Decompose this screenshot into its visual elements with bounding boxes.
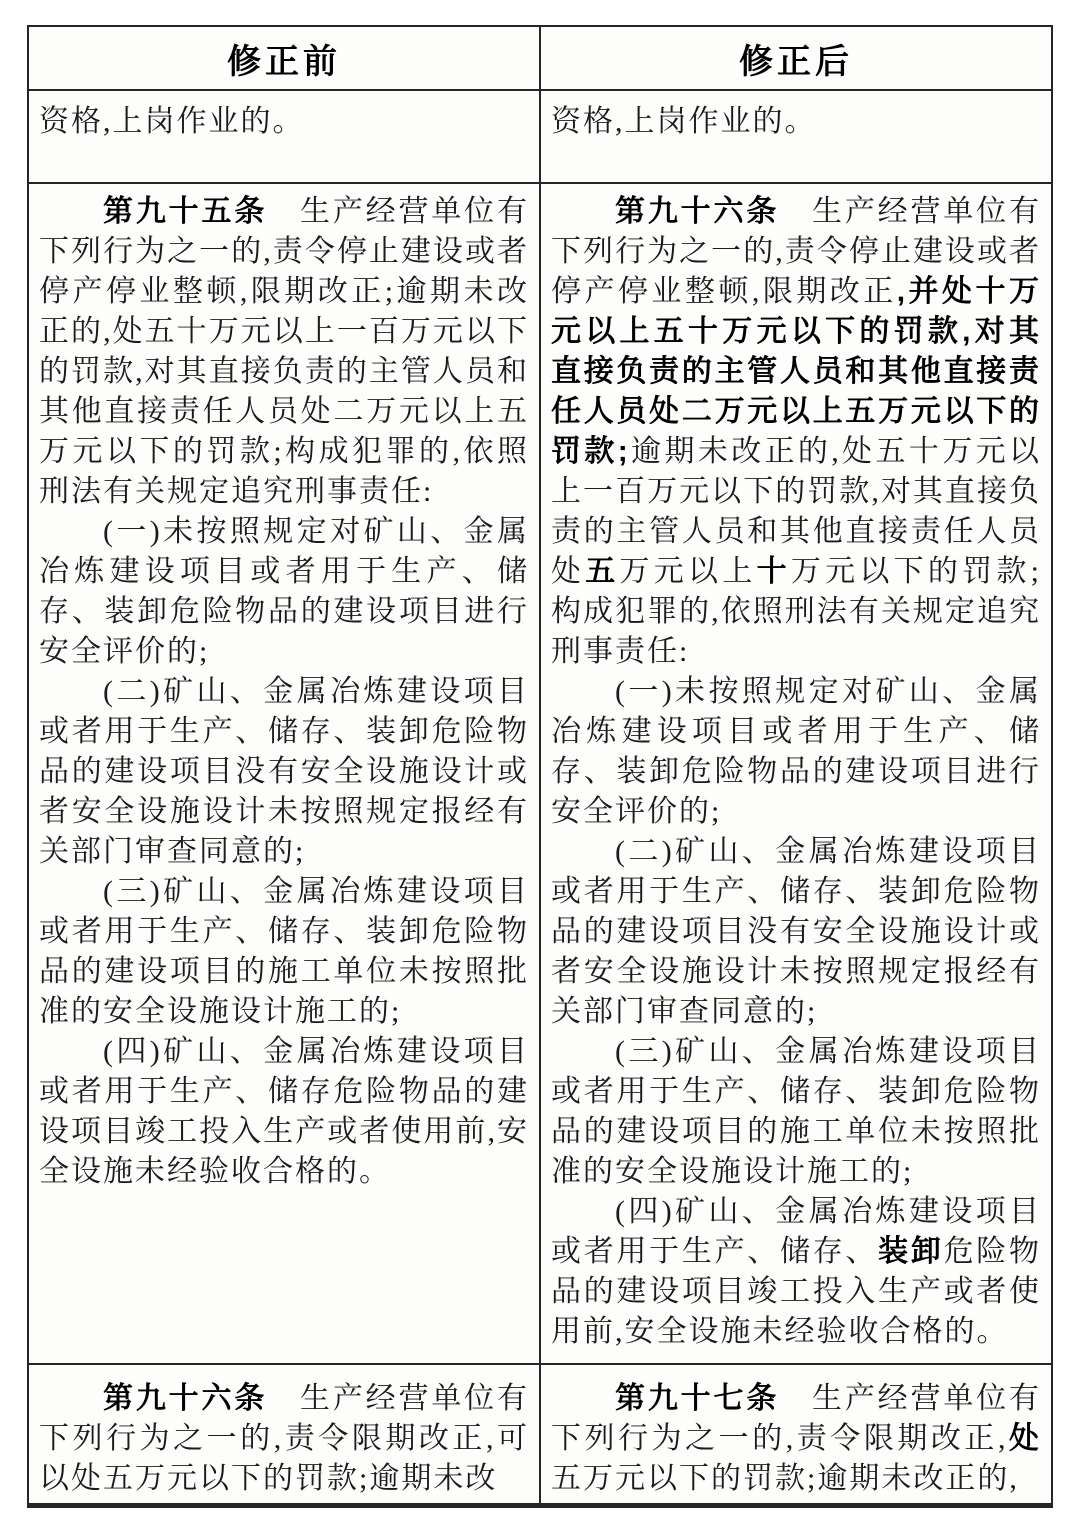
text-run: 资格,上岗作业的。 — [551, 105, 817, 138]
paragraph — [551, 1192, 1041, 1352]
cell-before-carryover — [29, 91, 541, 182]
cell-after-article-96 — [541, 184, 1051, 1363]
paragraph — [39, 1379, 529, 1499]
column-header-after: 修正后 — [739, 42, 853, 81]
paragraph — [39, 1032, 529, 1192]
paragraph — [551, 192, 1041, 672]
amended-text-run: 第九十五条 — [103, 195, 268, 228]
text-run: 逾期未改正的,处五十万元以上一百万元以下的罚款,对其直接负责的主管人员和其他直接责任人员处 — [551, 435, 1042, 588]
cell-after-article-97-partial — [541, 1365, 1051, 1503]
text-run: (二)矿山、金属冶炼建设项目或者用于生产、储存、装卸危险物品的建设项目没有安全设施设计或者安全设施设计未按照规定报经有关部门审查同意的; — [39, 675, 529, 868]
table-header-row — [29, 27, 1051, 91]
amended-text-run: 十 — [756, 555, 791, 588]
paragraph — [551, 1379, 1041, 1499]
cell-after-carryover — [541, 91, 1051, 182]
text-run: (三)矿山、金属冶炼建设项目或者用于生产、储存、装卸危险物品的建设项目的施工单位未按照批准的安全设施设计施工的; — [551, 1035, 1041, 1188]
amended-text-run: ,并处十万元以上五十万元以下的罚款,对其直接负责的主管人员和其他直接责任人员处二万元以上五万元以下的罚款; — [551, 275, 1041, 468]
paragraph — [39, 192, 529, 512]
text-run: 生产经营单位有下列行为之一的,责令停止建设或者停产停业整顿,限期改正;逾期未改正的,处五十万元以上一百万元以下的罚款,对其直接负责的主管人员和其他直接责任人员处二万元以上五万元以下的罚款;构成犯罪的,依照刑法有关规定追究刑事责任: — [39, 195, 530, 508]
cell-before-article-95 — [29, 184, 541, 1363]
cell-before-article-96-partial — [29, 1365, 541, 1503]
amended-text-run: 装卸 — [878, 1235, 944, 1268]
text-run: 危险物品的建设项目竣工投入生产或者使用前,安全设施未经验收合格的。 — [551, 1235, 1042, 1348]
amended-text-run: 处 — [1007, 1422, 1042, 1455]
text-run: (四)矿山、金属冶炼建设项目或者用于生产、储存、 — [551, 1195, 1041, 1268]
text-run: (三)矿山、金属冶炼建设项目或者用于生产、储存、装卸危险物品的建设项目的施工单位未按照批准的安全设施设计施工的; — [39, 875, 529, 1028]
paragraph — [39, 872, 529, 1032]
text-run: (一)未按照规定对矿山、金属冶炼建设项目或者用于生产、储存、装卸危险物品的建设项目进行安全评价的; — [551, 675, 1041, 828]
amended-text-run: 第九十七条 — [615, 1382, 780, 1415]
text-run: (一)未按照规定对矿山、金属冶炼建设项目或者用于生产、储存、装卸危险物品的建设项目进行安全评价的; — [39, 515, 529, 668]
amendment-comparison-table — [27, 25, 1053, 1508]
table-row-carryover — [29, 91, 1051, 184]
table-row-main-articles — [29, 184, 1051, 1365]
paragraph — [39, 672, 529, 872]
text-run: 万元以上 — [619, 555, 757, 588]
text-run: (二)矿山、金属冶炼建设项目或者用于生产、储存、装卸危险物品的建设项目没有安全设施设计或者安全设施设计未按照规定报经有关部门审查同意的; — [551, 835, 1041, 1028]
paragraph — [551, 1032, 1041, 1192]
table-row-next-articles-partial — [29, 1365, 1051, 1503]
amended-text-run: 五 — [585, 555, 620, 588]
text-run: (四)矿山、金属冶炼建设项目或者用于生产、储存危险物品的建设项目竣工投入生产或者使用前,安全设施未经验收合格的。 — [39, 1035, 529, 1188]
text-run: 万元以下的罚款;构成犯罪的,依照刑法有关规定追究刑事责任: — [551, 555, 1042, 668]
column-header-before: 修正前 — [29, 27, 541, 89]
text-run: 生产经营单位有下列行为之一的,责令限期改正,可以处五万元以下的罚款;逾期未改 — [39, 1382, 530, 1495]
paragraph — [39, 512, 529, 672]
amended-text-run: 第九十六条 — [103, 1382, 268, 1415]
paragraph — [551, 672, 1041, 832]
paragraph — [39, 102, 529, 142]
text-run: 资格,上岗作业的。 — [39, 105, 305, 138]
text-run: 生产经营单位有下列行为之一的,责令停止建设或者停产停业整顿,限期改正 — [551, 195, 1042, 308]
amended-text-run: 第九十六条 — [615, 195, 780, 228]
text-run: 生产经营单位有下列行为之一的,责令限期改正, — [551, 1382, 1042, 1455]
paragraph — [551, 102, 1041, 142]
text-run: 五万元以下的罚款;逾期未改正的, — [551, 1462, 1019, 1495]
paragraph — [551, 832, 1041, 1032]
